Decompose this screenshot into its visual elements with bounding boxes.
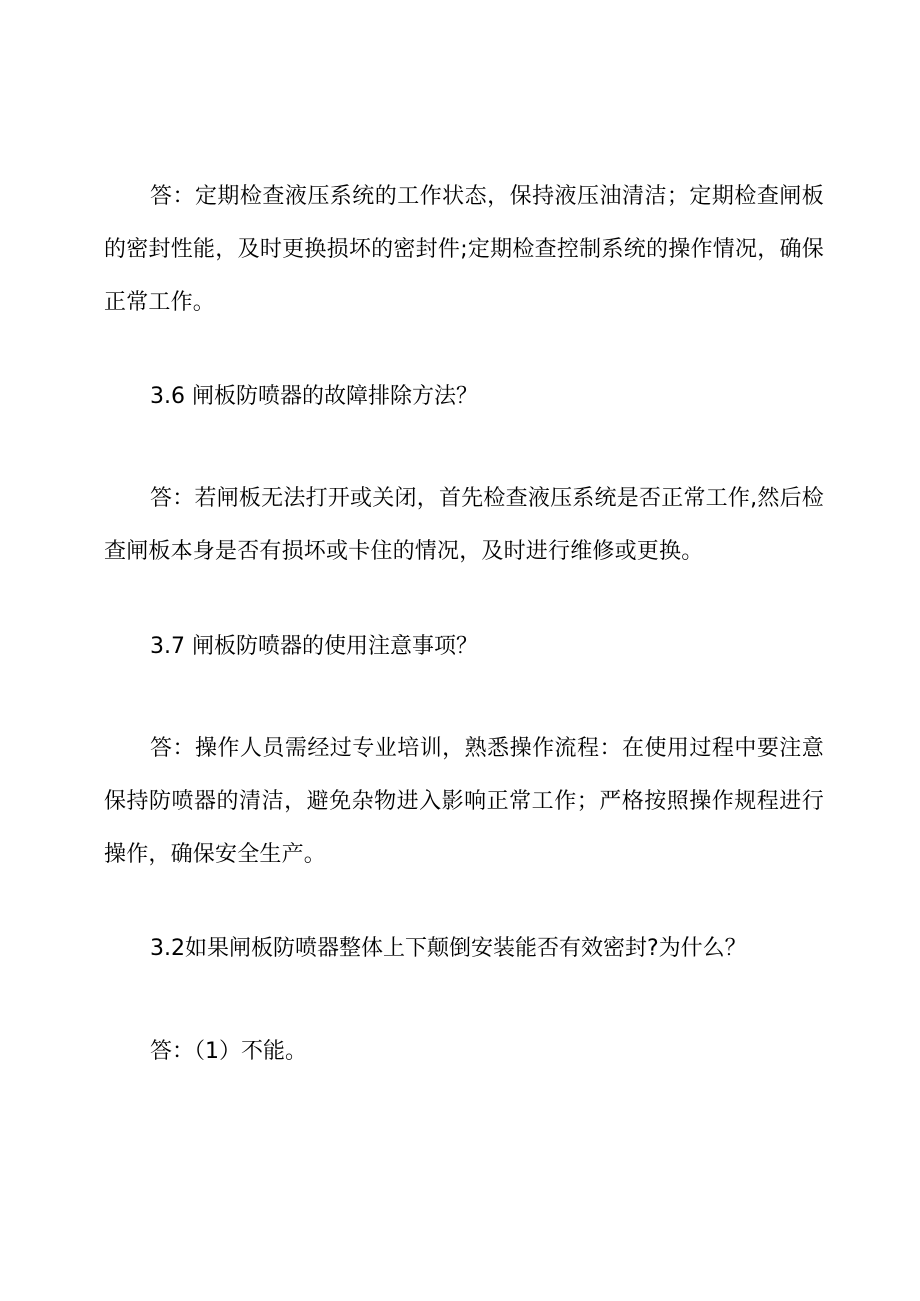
answer-paragraph-troubleshooting: 答：若闸板无法打开或关闭，首先检查液压系统是否正常工作,然后检查闸板本身是否有损坏或卡住的情况，及时进行维修或更换。 <box>104 486 824 564</box>
answer-paragraph-cannot: 答：（1）不能。 <box>150 1039 307 1064</box>
section-heading-3-7: 3.7 闸板防喷器的使用注意事项？ <box>150 634 478 659</box>
section-heading-3-6: 3.6 闸板防喷器的故障排除方法？ <box>150 384 478 409</box>
answer-paragraph-precautions: 答：操作人员需经过专业培训，熟悉操作流程：在使用过程中要注意保持防喷器的清洁，避免杂物进入影响正常工作；严格按照操作规程进行操作，确保安全生产。 <box>104 736 824 867</box>
section-heading-3-2: 3.2如果闸板防喷器整体上下颠倒安装能否有效密封?为什么？ <box>150 936 747 961</box>
answer-paragraph-maintenance: 答：定期检查液压系统的工作状态，保持液压油清洁；定期检查闸板的密封性能，及时更换损坏的密封件;定期检查控制系统的操作情况，确保正常工作。 <box>104 184 824 315</box>
